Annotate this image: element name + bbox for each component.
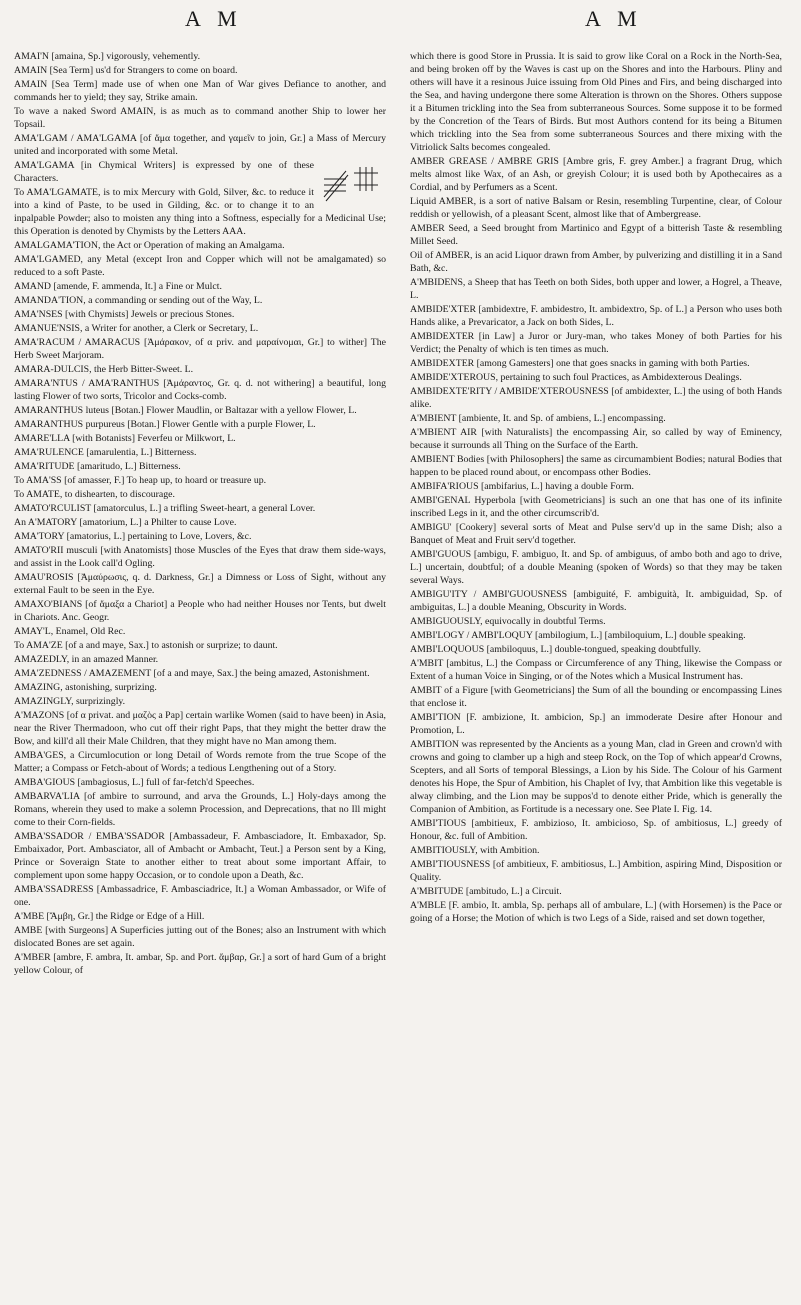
dictionary-entry: AMAIN [Sea Term] us'd for Strangers to come on board. xyxy=(14,65,238,76)
dictionary-entry: AMAY'L, Enamel, Old Rec. xyxy=(14,626,126,637)
dictionary-entry: Liquid AMBER, is a sort of native Balsam or Resin, resembling Turpentine, clear, of Colour reddish or yellowish, of a pleasant Scent, almost like that of Ambergrease. xyxy=(410,196,782,220)
dictionary-entry: AMARE'LLA [with Botanists] Feverfeu or Milkwort, L. xyxy=(14,433,236,444)
dictionary-entry: AMBARVA'LIA [of ambire to surround, and arva the Grounds, L.] Holy-days among the Romans, wherein they used to make a solemn Procession, and Deprecations, that no Ill might come to their Corn-fields. xyxy=(14,791,386,828)
dictionary-entry: AMBE [with Surgeons] A Superficies jutting out of the Bones; also an Instrument with which dislocated Bones are set again. xyxy=(14,925,386,949)
dictionary-entry: AMARANTHUS luteus [Botan.] Flower Maudlin, or Baltazar with a yellow Flower, L. xyxy=(14,405,357,416)
dictionary-entry: AMAZEDLY, in an amazed Manner. xyxy=(14,654,159,665)
dictionary-entry: AMBIDE'XTEROUS, pertaining to such foul Practices, as Ambidexterous Dealings. xyxy=(410,372,742,383)
dictionary-entry: AMAU'ROSIS [Ἀμαύρωσις, q. d. Darkness, Gr.] a Dimness or Loss of Sight, without any external Fault to be seen in the Eye. xyxy=(14,572,386,596)
dictionary-entry: AMBIDEXTER [in Law] a Juror or Jury-man, who takes Money of both Parties for his Verdict; the Penalty of which is ten times as much. xyxy=(410,331,782,355)
dictionary-entry: To AMA'SS [of amasser, F.] To heap up, to hoard or treasure up. xyxy=(14,475,267,486)
dictionary-entry: A'MBITUDE [ambitudo, L.] a Circuit. xyxy=(410,886,562,897)
running-head-right: A M xyxy=(585,6,643,31)
dictionary-entry: which there is good Store in Prussia. It is said to grow like Coral on a Rock in the North-Sea, and being broken off by the Waves is cast up on the Shores and into the Harbours. Pliny and others will have it a resinous Juice issuing from Old Pines and Firs, and being discharged into the Sea, and having undergone there some Alteration is thrown on the Shores. Others suppose it a Bitumen trickling into the Sea from subterraneous Sources. Some suppose it to be formed by the Concretion of the Tears of Birds. But most Authors contend for its being a Bitumen which trickling into the Sea from some subterraneous Sources and there mixing with the Vitriolick Salts becomes congealed. xyxy=(410,51,782,153)
dictionary-entry: AMBI'GENAL Hyperbola [with Geometricians] is such an one that has one of its infinite inscribed Legs in it, and the other circumscrib'd. xyxy=(410,495,782,519)
dictionary-entry: AMARA'NTUS / AMA'RANTHUS [Ἀμάραντος, Gr. q. d. not withering] a beautiful, long lasting Flower of two sorts, Tricolor and Cocks-comb. xyxy=(14,378,386,402)
dictionary-entry: AMBIGU'ITY / AMBI'GUOUSNESS [ambiguité, F. ambiguità, It. ambiguidad, Sp. of ambiguitas, L.] a double Meaning, Obscurity in Words. xyxy=(410,589,782,613)
dictionary-entry: To wave a naked Sword AMAIN, is as much as to command another Ship to lower her Topsail. xyxy=(14,106,386,130)
dictionary-entry: To AMA'ZE [of a and maye, Sax.] to astonish or surprize; to daunt. xyxy=(14,640,278,651)
dictionary-entry: A'MBIENT AIR [with Naturalists] the encompassing Air, so called by way of Eminency, because it surrounds all Thing on the Surface of the Earth. xyxy=(410,427,782,451)
dictionary-entry: AMA'RITUDE [amaritudo, L.] Bitterness. xyxy=(14,461,181,472)
dictionary-entry: AMAZINGLY, surprizingly. xyxy=(14,696,126,707)
dictionary-entry: AMAZING, astonishing, surprizing. xyxy=(14,682,157,693)
dictionary-entry: AMBIT of a Figure [with Geometricians] the Sum of all the bounding or encompassing Lines that enclose it. xyxy=(410,685,782,709)
dictionary-entry: AMBI'LOGY / AMBI'LOQUY [ambilogium, L.] [ambiloquium, L.] double speaking. xyxy=(410,630,746,641)
dictionary-entry: AMAI'N [amaina, Sp.] vigorously, vehemently. xyxy=(14,51,201,62)
dictionary-entry: A'MBIDENS, a Sheep that has Teeth on both Sides, both upper and lower, a Hogrel, a Theave, L. xyxy=(410,277,782,301)
dictionary-entry: AMA'LGAMED, any Metal (except Iron and Copper which will not be amalgamated) so reduced to a soft Paste. xyxy=(14,254,386,278)
dictionary-entry: AMA'RACUM / AMARACUS [Ἀμάρακον, of α priv. and μαραίνομαι, Gr.] to wither] The Herb Sweet Marjoram. xyxy=(14,337,386,361)
amalgama-symbol-icon xyxy=(320,161,380,209)
dictionary-entry: AMBIDE'XTER [ambidextre, F. ambidestro, It. ambidextro, Sp. of L.] a Person who uses both Hands alike, a Prevaricator, a Jack on both Sides, L. xyxy=(410,304,782,328)
dictionary-entry: AMANUE'NSIS, a Writer for another, a Clerk or Secretary, L. xyxy=(14,323,259,334)
dictionary-entry: AMBIENT Bodies [with Philosophers] the same as circumambient Bodies; natural Bodies that happen to be placed round about, or encompass other Bodies. xyxy=(410,454,782,478)
dictionary-entry: AMA'ZEDNESS / AMAZEMENT [of a and maye, Sax.] the being amazed, Astonishment. xyxy=(14,668,370,679)
dictionary-entry: AMA'NSES [with Chymists] Jewels or precious Stones. xyxy=(14,309,235,320)
dictionary-entry: AMBIFA'RIOUS [ambifarius, L.] having a double Form. xyxy=(410,481,634,492)
dictionary-entry: A'MBIT [ambitus, L.] the Compass or Circumference of any Thing, likewise the Compass or Extent of a human Voice in Singing, or of the Notes which a Musical Instrument has. xyxy=(410,658,782,682)
dictionary-entry: AMBIGU' [Cookery] several sorts of Meat and Pulse serv'd up in the same Dish; also a Banquet of Meat and Fruit serv'd together. xyxy=(410,522,782,546)
dictionary-entry: AMAXO'BIANS [of ἅμαξα a Chariot] a People who had neither Houses nor Tents, but dwelt in Chariots. Anc. Geogr. xyxy=(14,599,386,623)
dictionary-entry: AMBA'GIOUS [ambagiosus, L.] full of far-fetch'd Speeches. xyxy=(14,777,255,788)
dictionary-entry: AMA'TORY [amatorius, L.] pertaining to Love, Lovers, &c. xyxy=(14,531,252,542)
dictionary-entry: AMA'LGAMA [in Chymical Writers] is expressed by one of these Characters. xyxy=(14,160,314,184)
dictionary-entry: AMBITIOUSLY, with Ambition. xyxy=(410,845,540,856)
dictionary-entry: AMBA'GES, a Circumlocution or long Detail of Words remote from the true Scope of the Matter; a Compass or Fetch-about of Words; a tedious Lengthening out of a Story. xyxy=(14,750,386,774)
right-column xyxy=(410,50,782,926)
dictionary-entry: AMBER Seed, a Seed brought from Martinico and Egypt of a bitterish Taste & resembling Millet Seed. xyxy=(410,223,782,247)
dictionary-entry: AMBITION was represented by the Ancients as a young Man, clad in Green and crown'd with crowns and going to clamber up a high and steep Rock, on the Top of which appear'd Crowns, Scepters, and all Sorts of temporal Blessings, a Lion by his Side. The Colour of his Garment denotes his Hope, the Spur of Ambition, his Chaplet of Ivy, that Ambition like this vegetable is alway climbing, and the Lion may be suppos'd to denote either Pride, which is generally the Companion of Ambition, as Fortitude is a necessary one. See Plate I. Fig. 14. xyxy=(410,739,782,815)
dictionary-entry: AMAIN [Sea Term] made use of when one Man of War gives Defiance to another, and commands her to yield; they say, Strike amain. xyxy=(14,79,386,103)
dictionary-entry: AMBI'TIOUSNESS [of ambitieux, F. ambitiosus, L.] Ambition, aspiring Mind, Disposition or Quality. xyxy=(410,859,782,883)
dictionary-entry: A'MAZONS [of α privat. and μαζὸς a Pap] certain warlike Women (said to have been) in Asia, near the River Thermadoon, who cut off their right Paps, that they might the better draw the Bow, and kill'd all their Male Children, that they might have no Man among them. xyxy=(14,710,386,747)
dictionary-entry: AMBA'SSADRESS [Ambassadrice, F. Ambasciadrice, It.] a Woman Ambassador, or Wife of one. xyxy=(14,884,386,908)
dictionary-entry: AMARANTHUS purpureus [Botan.] Flower Gentle with a purple Flower, L. xyxy=(14,419,316,430)
dictionary-entry: AMBIDEXTE'RITY / AMBIDE'XTEROUSNESS [of ambidexter, L.] the using of both Hands alike. xyxy=(410,386,782,410)
dictionary-entry: AMA'RULENCE [amarulentia, L.] Bitterness. xyxy=(14,447,197,458)
dictionary-entry: AMATO'RII musculi [with Anatomists] those Muscles of the Eyes that draw them side-ways, and assist in the Look call'd Ogling. xyxy=(14,545,386,569)
dictionary-entry: AMBI'TION [F. ambizione, It. ambicion, Sp.] an immoderate Desire after Honour and Promotion, L. xyxy=(410,712,782,736)
dictionary-entry: AMBI'LOQUOUS [ambiloquus, L.] double-tongued, speaking doubtfully. xyxy=(410,644,701,655)
dictionary-entry: AMBI'GUOUS [ambigu, F. ambiguo, It. and Sp. of ambiguus, of ambo both and ago to drive, L.] uncertain, doubtful; of a double Meaning (spoken of Words) so that they may be taken several Ways. xyxy=(410,549,782,586)
dictionary-entry: A'MBIENT [ambiente, It. and Sp. of ambiens, L.] encompassing. xyxy=(410,413,666,424)
dictionary-entry: Oil of AMBER, is an acid Liquor drawn from Amber, by pulverizing and distilling it in a Sand Bath, &c. xyxy=(410,250,782,274)
dictionary-entry: An A'MATORY [amatorium, L.] a Philter to cause Love. xyxy=(14,517,237,528)
left-column xyxy=(14,50,386,978)
dictionary-entry: A'MBE [Ἄμβη, Gr.] the Ridge or Edge of a Hill. xyxy=(14,911,205,922)
dictionary-entry: AMALGAMA'TION, the Act or Operation of making an Amalgama. xyxy=(14,240,285,251)
dictionary-entry: AMBI'TIOUS [ambitieux, F. ambizioso, It. ambicioso, Sp. of ambitiosus, L.] greedy of Honour, &c. full of Ambition. xyxy=(410,818,782,842)
dictionary-entry: AMAND [amende, F. ammenda, It.] a Fine or Mulct. xyxy=(14,281,222,292)
dictionary-entry: AMARA-DULCIS, the Herb Bitter-Sweet. L. xyxy=(14,364,194,375)
running-head-left: A M xyxy=(185,6,243,31)
dictionary-entry: AMBIGUOUSLY, equivocally in doubtful Terms. xyxy=(410,616,606,627)
dictionary-entry: To AMATE, to dishearten, to discourage. xyxy=(14,489,175,500)
dictionary-entry: A'MBLE [F. ambio, It. ambla, Sp. perhaps all of ambulare, L.] (with Horsemen) is the Pace or going of a Horse; the Motion of which is two Legs of a Side, raised and set down together, xyxy=(410,900,782,924)
dictionary-entry: AMATO'RCULIST [amatorculus, L.] a trifling Sweet-heart, a general Lover. xyxy=(14,503,316,514)
dictionary-entry: AMA'LGAM / AMA'LGAMA [of ἅμα together, and γαμεῖν to join, Gr.] a Mass of Mercury united and incorporated with some Metal. xyxy=(14,133,386,157)
dictionary-entry: AMBER GREASE / AMBRE GRIS [Ambre gris, F. grey Amber.] a fragrant Drug, which melts almost like Wax, of an Ash, or greyish Colour; it is used both by Apothecaires as a Cordial, and by Perfumers as a Scent. xyxy=(410,156,782,193)
dictionary-entry: AMBA'SSADOR / EMBA'SSADOR [Ambassadeur, F. Ambasciadore, It. Embaxador, Sp. Embaixador, Port. Ambasciator, all of Ambacht or Ambacht, Teut.] a Person sent by a King, Prince or Soveraign State to another either to treat about some important Affair, to complement upon some happy Occasion, or to condole upon a Death, &c. xyxy=(14,831,386,881)
dictionary-entry: AMBIDEXTER [among Gamesters] one that goes snacks in gaming with both Parties. xyxy=(410,358,750,369)
dictionary-entry: A'MBER [ambre, F. ambra, It. ambar, Sp. and Port. ἄμβαρ, Gr.] a sort of hard Gum of a bright yellow Colour, of xyxy=(14,952,386,976)
dictionary-entry: To AMA'LGAMATE, is to mix Mercury with Gold, Silver, &c. to reduce it into a kind of Paste, to be used in Gilding, &c. or to change it to an inpalpable Powder; also to moisten any thing into a Softness, especially for a Medicinal Use; this Operation is denoted by Chymists by the Letters AAA. xyxy=(14,187,386,237)
dictionary-entry: AMANDA'TION, a commanding or sending out of the Way, L. xyxy=(14,295,263,306)
